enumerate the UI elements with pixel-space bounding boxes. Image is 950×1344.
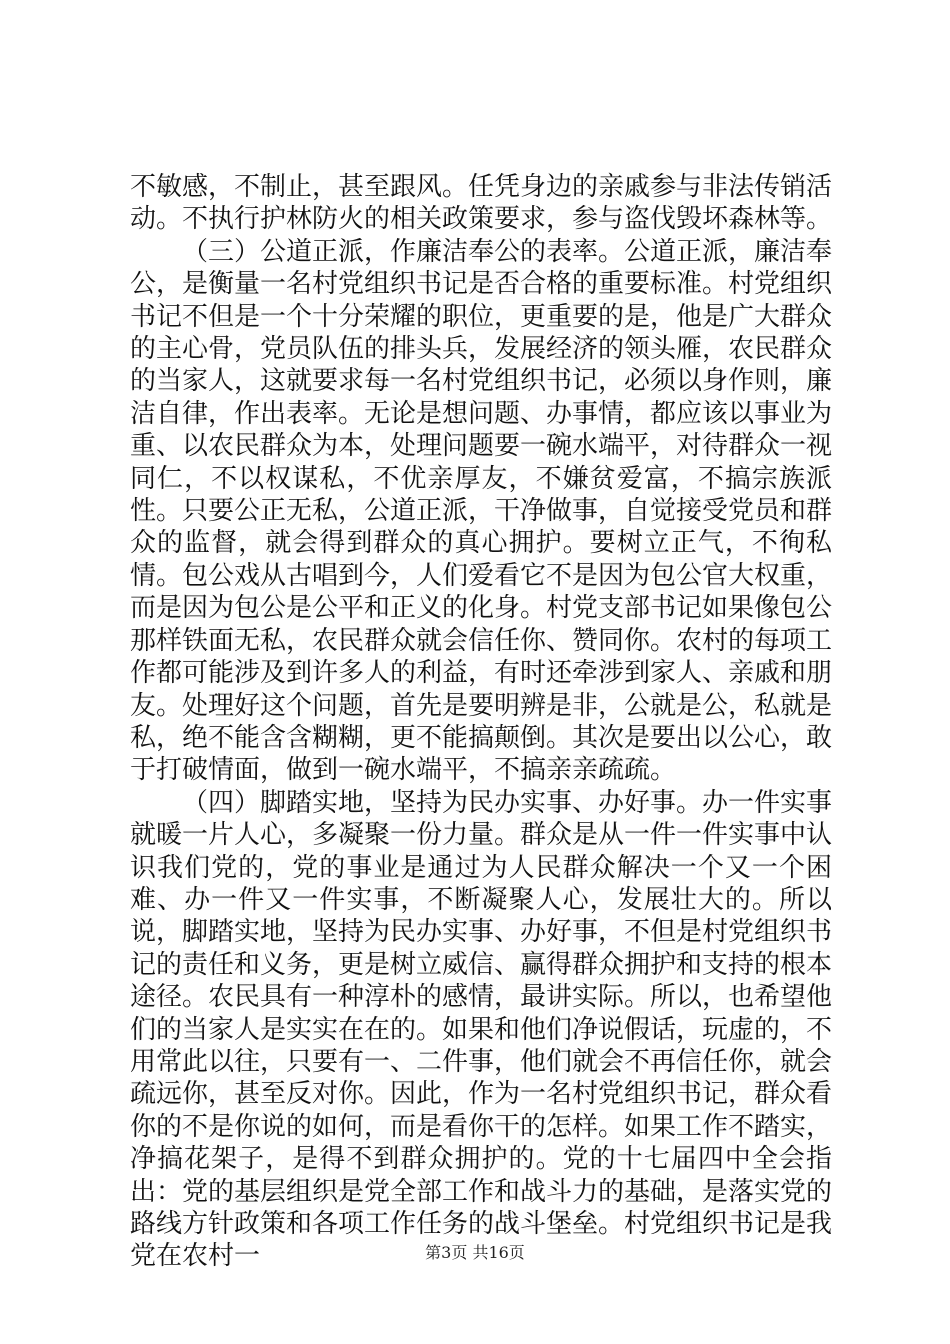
paragraph-section-three: （三）公道正派，作廉洁奉公的表率。公道正派，廉洁奉公，是衡量一名村党组织书记是否合格的重要标准。村党组织书记不但是一个十分荣耀的职位，更重要的是，他是广大群众的主心骨，党员队伍的排头兵，发展经济的领头雁，农民群众的当家人，这就要求每一名村党组织书记，必须以身作则，廉洁自律，作出表率。无论是想问题、办事情，都应该以事业为重、以农民群众为本，处理问题要一碗水端平，对待群众一视同仁，不以权谋私，不优亲厚友，不嫌贫爱富，不搞宗族派性。只要公正无私，公道正派，干净做事，自觉接受党员和群众的监督，就会得到群众的真心拥护。要树立正气，不徇私情。包公戏从古唱到今，人们爱看它不是因为包公官大权重，而是因为包公是公平和正义的化身。村党支部书记如果像包公那样铁面无私，农民群众就会信任你、赞同你。农村的每项工作都可能涉及到许多人的利益，有时还牵涉到家人、亲戚和朋友。处理好这个问题，首先是要明辨是非，公就是公，私就是私，绝不能含含糊糊，更不能搞颠倒。其次是要出以公心，敢于打破情面，做到一碗水端平，不搞亲亲疏疏。	[130, 236, 833, 786]
body-text	[130, 171, 832, 1273]
paragraph-section-four: （四）脚踏实地，坚持为民办实事、办好事。办一件实事就暖一片人心，多凝聚一份力量。群众是从一件一件实事中认识我们党的，党的事业是通过为人民群众解决一个又一个困难、办一件又一件实事，不断凝聚人心，发展壮大的。所以说，脚踏实地，坚持为民办实事、办好事，不但是村党组织书记的责任和义务，更是树立威信、赢得群众拥护和支持的根本途径。农民具有一种淳朴的感情，最讲实际。所以，也希望他们的当家人是实实在在的。如果和他们净说假话，玩虚的，不用常此以往，只要有一、二件事，他们就会不再信任你，就会疏远你，甚至反对你。因此，作为一名村党组织书记，群众看你的不是你说的如何，而是看你干的怎样。如果工作不踏实，净搞花架子，是得不到群众拥护的。党的十七届四中全会指出：党的基层组织是党全部工作和战斗力的基础，是落实党的路线方针政策和各项工作任务的战斗堡垒。村党组织书记是我党在农村一	[130, 787, 833, 1272]
page-footer	[0, 1240, 950, 1263]
page-number: 第3页 共16页	[425, 1243, 525, 1262]
paragraph-continuation: 不敏感，不制止，甚至跟风。任凭身边的亲戚参与非法传销活动。不执行护林防火的相关政策要求，参与盗伐毁坏森林等。	[130, 172, 833, 235]
